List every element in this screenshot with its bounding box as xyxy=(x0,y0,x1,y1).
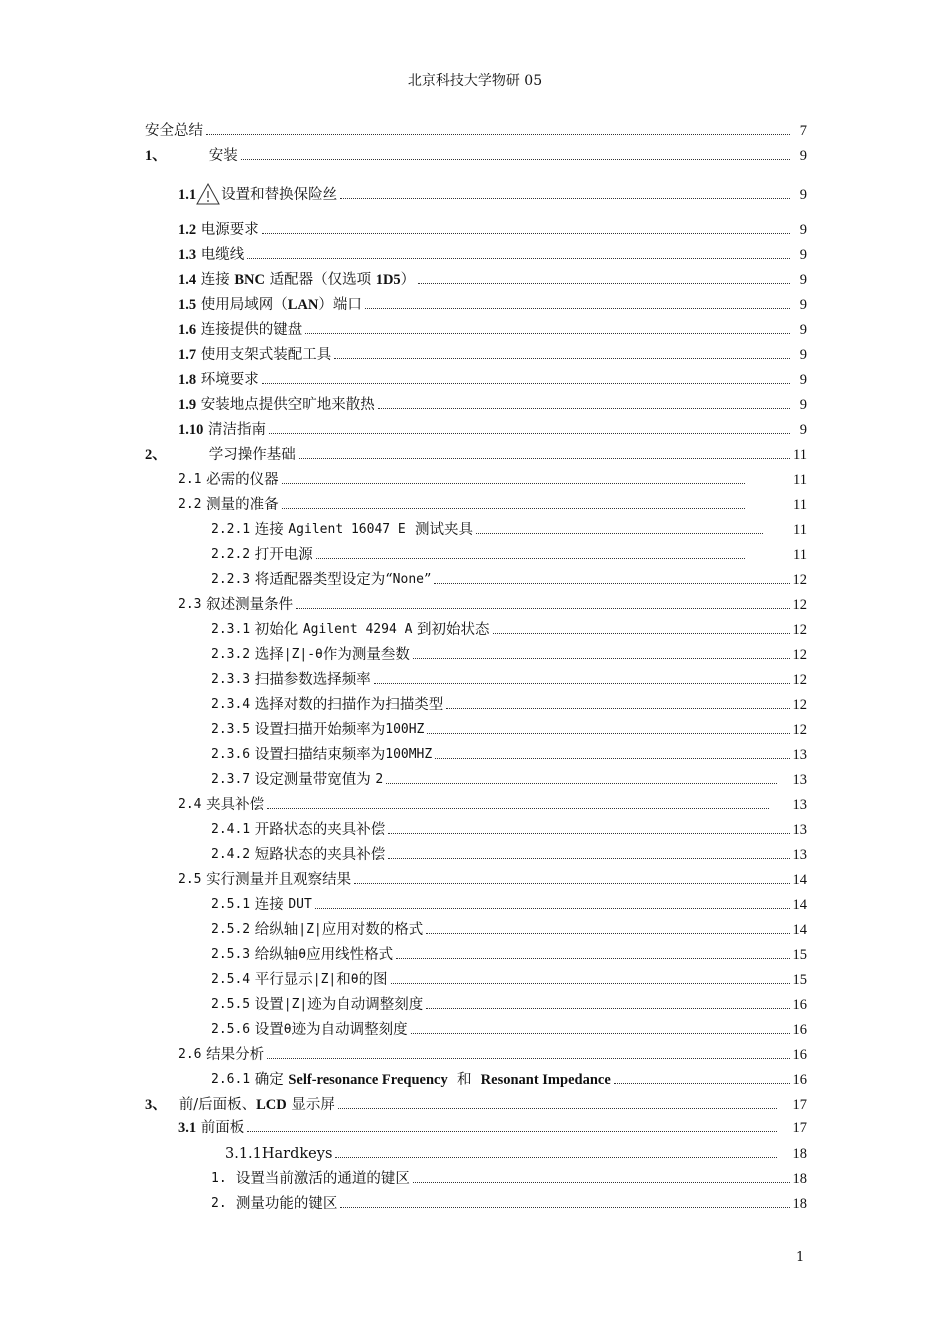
toc-entry-number: 2、 xyxy=(145,447,167,463)
toc-entry-title: 前/后面板、 xyxy=(178,1097,257,1113)
toc-entry-page: 9 xyxy=(799,322,807,338)
toc-entry-title: 将适配器类型设定为“ xyxy=(254,572,393,588)
toc-entry-title: 迹为自动调整刻度 xyxy=(291,1022,408,1038)
toc-entry-page: 9 xyxy=(799,422,807,438)
toc-entry-number: 2.4.2 xyxy=(211,847,251,862)
toc-entry-number: 2.2.2 xyxy=(211,547,251,562)
toc-entry[interactable] xyxy=(211,1164,807,1188)
toc-entry[interactable] xyxy=(211,965,807,989)
toc-entry-number: 1.6 xyxy=(178,322,197,338)
toc-entry-number: 1.3 xyxy=(178,247,197,263)
toc-entry-page: 12 xyxy=(792,572,807,588)
toc-entry-page: 7 xyxy=(799,123,807,139)
toc-entry-title: 扫描参数选择频率 xyxy=(254,672,371,688)
dot-leader xyxy=(247,258,790,259)
toc-entry-number: 2.3.2 xyxy=(211,647,251,662)
toc-entry-number: 1.9 xyxy=(178,397,197,413)
dot-leader xyxy=(413,658,790,659)
dot-leader xyxy=(391,983,790,984)
toc-entry-page: 11 xyxy=(793,472,807,488)
toc-entry-title: 必需的仪器 xyxy=(206,472,279,488)
toc-entry-title: 选择对数的扫描作为扫描类型 xyxy=(254,697,444,713)
toc-entry-title: 和 xyxy=(456,1072,472,1088)
toc-entry-page: 15 xyxy=(792,947,807,963)
toc-entry-number: 2.5 xyxy=(178,872,202,887)
toc-entry-page: 9 xyxy=(799,397,807,413)
toc-entry-page: 18 xyxy=(792,1196,807,1212)
toc-entry[interactable] xyxy=(211,740,807,764)
toc-entry-title: 实行测量并且观察结果 xyxy=(206,872,352,888)
toc-entry-number: 2.5.4 xyxy=(211,972,251,987)
toc-entry[interactable] xyxy=(178,290,807,314)
toc-entry-number: 2.6 xyxy=(178,1047,202,1062)
dot-leader xyxy=(388,858,789,859)
toc-entry-title: 电源要求 xyxy=(200,222,259,238)
toc-entry-page: 9 xyxy=(799,222,807,238)
toc-entry[interactable] xyxy=(145,141,807,165)
toc-entry-title-bold: LAN xyxy=(287,297,319,313)
dot-leader xyxy=(299,458,790,459)
toc-entry[interactable] xyxy=(178,790,807,814)
toc-entry-title: 设置和替换保险丝 xyxy=(221,187,338,203)
toc-entry[interactable] xyxy=(178,1113,807,1137)
dot-leader xyxy=(335,1157,776,1158)
toc-entry-title-mono: |Z| xyxy=(298,922,322,937)
toc-entry[interactable] xyxy=(178,315,807,339)
toc-entry-title: 选择 xyxy=(254,647,284,663)
toc-entry-title: 测量的准备 xyxy=(206,497,279,513)
toc-entry-number: 1.7 xyxy=(178,347,197,363)
dot-leader xyxy=(247,1131,776,1132)
toc-entry-page: 13 xyxy=(792,822,807,838)
toc-entry-title: ） xyxy=(400,272,416,288)
toc-entry[interactable] xyxy=(178,180,807,204)
toc-entry[interactable] xyxy=(145,1090,807,1114)
toc-entry-title: 的图 xyxy=(358,972,388,988)
toc-entry-page: 13 xyxy=(792,847,807,863)
toc-entry-number: 1.2 xyxy=(178,222,197,238)
toc-entry[interactable] xyxy=(178,490,807,514)
toc-entry[interactable] xyxy=(211,940,807,964)
toc-entry-title-bold: 1D5 xyxy=(375,272,401,288)
dot-leader xyxy=(614,1083,790,1084)
toc-entry-title: 使用支架式装配工具 xyxy=(200,347,332,363)
toc-entry-page: 12 xyxy=(792,672,807,688)
toc-entry-title: 初始化 xyxy=(254,622,299,638)
toc-entry-number: 2.3.6 xyxy=(211,747,251,762)
toc-entry[interactable] xyxy=(178,390,807,414)
toc-entry-page: 12 xyxy=(792,697,807,713)
toc-entry-title: 确定 xyxy=(254,1072,284,1088)
toc-entry-page: 17 xyxy=(792,1097,807,1113)
toc-entry-page: 17 xyxy=(792,1120,807,1136)
toc-entry-title: 显示屏 xyxy=(291,1097,335,1113)
toc-entry-number: 2. xyxy=(211,1196,227,1211)
dot-leader xyxy=(365,308,790,309)
toc-entry-title-mono: 100HZ xyxy=(385,722,425,737)
dot-leader xyxy=(241,159,790,160)
dot-leader xyxy=(267,808,768,809)
dot-leader xyxy=(386,783,776,784)
toc-entry[interactable] xyxy=(178,590,807,614)
toc-entry-number: 3、 xyxy=(145,1097,167,1113)
dot-leader xyxy=(269,433,790,434)
toc-entry[interactable] xyxy=(211,640,807,664)
dot-leader xyxy=(413,1182,790,1183)
toc-entry-title: 使用局域网（ xyxy=(200,297,288,313)
toc-entry-title: 连接 xyxy=(254,897,284,913)
toc-entry-title: 作为测量叁数 xyxy=(322,647,410,663)
toc-entry-title: 适配器（仅选项 xyxy=(269,272,372,288)
toc-entry[interactable] xyxy=(211,890,807,914)
toc-entry-title-mono: |Z| xyxy=(312,972,337,987)
toc-entry[interactable] xyxy=(178,865,807,889)
toc-entry[interactable] xyxy=(178,365,807,389)
toc-entry[interactable] xyxy=(178,240,807,264)
toc-entry-number: 2.5.6 xyxy=(211,1022,251,1037)
toc-entry-title-mono: None xyxy=(392,572,424,587)
toc-entry[interactable] xyxy=(211,915,807,939)
dot-leader xyxy=(334,358,790,359)
toc-entry-title: 设定测量带宽值为 xyxy=(254,772,371,788)
dot-leader xyxy=(315,908,790,909)
toc-entry-title: 安全总结 xyxy=(145,123,203,139)
toc-entry-page: 14 xyxy=(792,922,807,938)
toc-entry-page: 13 xyxy=(792,747,807,763)
toc-entry-title: 设置 xyxy=(254,1022,284,1038)
toc-entry-page: 14 xyxy=(792,872,807,888)
toc-entry-title: 给纵轴 xyxy=(254,922,299,938)
toc-entry[interactable] xyxy=(211,1065,807,1089)
dot-leader xyxy=(378,408,790,409)
dot-leader xyxy=(411,1033,790,1034)
toc-entry-number: 2.5.2 xyxy=(211,922,251,937)
toc-entry-number: 1. xyxy=(211,1171,227,1186)
toc-entry-page: 9 xyxy=(799,372,807,388)
dot-leader xyxy=(427,733,789,734)
toc-entry-page: 12 xyxy=(792,647,807,663)
toc-entry-title: 到初始状态 xyxy=(417,622,490,638)
toc-entry-title: 设置扫描结束频率为 xyxy=(254,747,386,763)
toc-entry-page: 14 xyxy=(792,897,807,913)
toc-entry[interactable] xyxy=(178,465,807,489)
toc-entry[interactable] xyxy=(211,540,807,564)
toc-entry-number: 1.5 xyxy=(178,297,197,313)
dot-leader xyxy=(267,1058,789,1059)
toc-entry[interactable] xyxy=(211,815,807,839)
toc-entry-page: 13 xyxy=(792,797,807,813)
dot-leader xyxy=(316,558,745,559)
toc-entry[interactable] xyxy=(145,440,807,464)
toc-entry[interactable] xyxy=(178,1040,807,1064)
toc-entry-number: 2.3.3 xyxy=(211,672,251,687)
toc-entry-title: 前面板 xyxy=(200,1120,245,1136)
warning-triangle-icon xyxy=(196,182,220,206)
toc-entry-title: 连接 xyxy=(200,272,230,288)
toc-entry[interactable] xyxy=(178,415,807,439)
toc-entry-page: 9 xyxy=(799,272,807,288)
toc-entry[interactable] xyxy=(211,715,807,739)
toc-entry-number: 2.2.1 xyxy=(211,522,251,537)
toc-entry-page: 9 xyxy=(799,187,807,203)
toc-entry[interactable] xyxy=(211,840,807,864)
toc-entry-number: 2.4.1 xyxy=(211,822,251,837)
toc-entry[interactable] xyxy=(211,615,807,639)
toc-entry-title: 给纵轴 xyxy=(254,947,299,963)
toc-entry-number: 2.5.5 xyxy=(211,997,251,1012)
toc-entry-page: 12 xyxy=(792,622,807,638)
toc-entry[interactable] xyxy=(211,690,807,714)
toc-entry[interactable] xyxy=(178,265,807,289)
toc-entry-page: 9 xyxy=(799,297,807,313)
dot-leader xyxy=(434,583,789,584)
dot-leader xyxy=(262,383,790,384)
toc-entry-title-bold: Resonant Impedance xyxy=(480,1072,611,1088)
toc-entry-title: 环境要求 xyxy=(200,372,259,388)
toc-entry-title: 测量功能的键区 xyxy=(235,1196,338,1212)
toc-entry-title-mono: Agilent 16047 E xyxy=(288,522,406,537)
toc-entry-title-mono: 100MHZ xyxy=(385,747,433,762)
toc-entry-title-mono: Agilent 4294 A xyxy=(302,622,413,637)
toc-entry-page: 9 xyxy=(799,347,807,363)
dot-leader xyxy=(435,758,789,759)
toc-entry-title: 和 xyxy=(336,972,351,988)
toc-entry-page: 18 xyxy=(792,1146,807,1162)
toc-entry-title: 设置 xyxy=(254,997,284,1013)
toc-entry-number: 2.5.3 xyxy=(211,947,251,962)
toc-entry-title: ）端口 xyxy=(318,297,362,313)
toc-entry[interactable] xyxy=(211,515,807,539)
toc-entry[interactable] xyxy=(211,990,807,1014)
toc-entry-page: 11 xyxy=(793,497,807,513)
dot-leader xyxy=(493,633,790,634)
toc-entry[interactable] xyxy=(211,765,807,789)
toc-entry-title: ” xyxy=(423,572,432,588)
dot-leader xyxy=(296,608,789,609)
dot-leader xyxy=(340,1207,789,1208)
toc-entry-page: 16 xyxy=(792,997,807,1013)
dot-leader xyxy=(262,233,790,234)
toc-entry-title-bold: LCD xyxy=(256,1097,287,1113)
dot-leader xyxy=(426,933,789,934)
toc-entry-number: 1、 xyxy=(145,148,167,164)
toc-entry-title-mono: DUT xyxy=(288,897,312,912)
toc-entry-title: 夹具补偿 xyxy=(206,797,265,813)
toc-entry-title-bold: Self-resonance Frequency xyxy=(288,1072,448,1088)
toc-entry-title-mono: θ xyxy=(350,972,359,987)
toc-entry-title: 设置当前激活的通道的键区 xyxy=(235,1171,410,1187)
toc-entry-page: 11 xyxy=(793,522,807,538)
toc-entry-title-mono: |Z| xyxy=(283,997,308,1012)
toc-entry-page: 16 xyxy=(792,1047,807,1063)
toc-entry-page: 12 xyxy=(792,722,807,738)
toc-entry-number: 1.10 xyxy=(178,422,204,438)
toc-entry[interactable] xyxy=(211,1189,807,1213)
toc-entry-page: 16 xyxy=(792,1022,807,1038)
dot-leader xyxy=(338,1108,777,1109)
toc-entry-title: 结果分析 xyxy=(206,1047,265,1063)
toc-entry-title: 平行显示 xyxy=(254,972,313,988)
toc-entry-number: 2.3.4 xyxy=(211,697,251,712)
dot-leader xyxy=(282,508,745,509)
dot-leader xyxy=(282,483,745,484)
toc-entry-title: 叙述测量条件 xyxy=(206,597,294,613)
toc-entry-title: 电缆线 xyxy=(200,247,245,263)
toc-entry-title-mono: 2 xyxy=(375,772,384,787)
toc-entry-number: 2.5.1 xyxy=(211,897,251,912)
toc-entry-title: 应用对数的格式 xyxy=(321,922,424,938)
toc-entry-page: 9 xyxy=(799,148,807,164)
toc-entry-number: 2.3.7 xyxy=(211,772,251,787)
toc-entry-page: 9 xyxy=(799,247,807,263)
dot-leader xyxy=(418,283,790,284)
toc-entry-page: 11 xyxy=(793,547,807,563)
dot-leader xyxy=(476,533,763,534)
page-number: 1 xyxy=(796,1250,805,1265)
toc-entry-number: 2.3.1 xyxy=(211,622,251,637)
toc-entry-title: 应用线性格式 xyxy=(306,947,394,963)
page-header: 北京科技大学物研 05 xyxy=(407,73,543,89)
dot-leader xyxy=(305,333,790,334)
toc-entry-title: 开路状态的夹具补偿 xyxy=(254,822,386,838)
toc-entry-number: 2.4 xyxy=(178,797,202,812)
toc-entry-title: 3.1.1Hardkeys xyxy=(225,1146,333,1162)
toc-entry-title: 安装地点提供空旷地来散热 xyxy=(200,397,375,413)
dot-leader xyxy=(374,683,790,684)
toc-entry-number: 2.3 xyxy=(178,597,202,612)
dot-leader xyxy=(446,708,789,709)
toc-entry[interactable] xyxy=(211,565,807,589)
dot-leader xyxy=(396,958,789,959)
toc-entry-title-mono: θ xyxy=(283,1022,292,1037)
toc-entry[interactable] xyxy=(211,1015,807,1039)
toc-entry-number: 2.1 xyxy=(178,472,202,487)
toc-entry-number: 1.8 xyxy=(178,372,197,388)
toc-entry-page: 12 xyxy=(792,597,807,613)
dot-leader xyxy=(340,198,790,199)
toc-entry-title: 连接提供的键盘 xyxy=(200,322,303,338)
toc-entry-title: 打开电源 xyxy=(254,547,313,563)
toc-entry-number: 2.6.1 xyxy=(211,1072,251,1087)
toc-entry-number: 1.4 xyxy=(178,272,197,288)
toc-entry-page: 16 xyxy=(792,1072,807,1088)
dot-leader xyxy=(388,833,789,834)
toc-entry[interactable] xyxy=(225,1139,807,1163)
toc-entry-title: 测试夹具 xyxy=(414,522,473,538)
toc-entry-page: 15 xyxy=(792,972,807,988)
toc-entry-title: 短路状态的夹具补偿 xyxy=(254,847,386,863)
toc-entry-title: 设置扫描开始频率为 xyxy=(254,722,386,738)
toc-entry-title-mono: |Z|-θ xyxy=(283,647,323,662)
toc-entry[interactable] xyxy=(178,340,807,364)
toc-entry-number: 3.1 xyxy=(178,1120,197,1136)
dot-leader xyxy=(354,883,789,884)
toc-entry-page: 11 xyxy=(793,447,807,463)
toc-entry-title: 迹为自动调整刻度 xyxy=(307,997,424,1013)
toc-entry[interactable] xyxy=(211,665,807,689)
toc-entry-title: 安装 xyxy=(208,148,238,164)
toc-entry-title: 连接 xyxy=(254,522,284,538)
toc-entry-title-mono: θ xyxy=(298,947,307,962)
toc-entry-title-bold: BNC xyxy=(234,272,265,288)
dot-leader xyxy=(206,134,790,135)
toc-entry-title: 学习操作基础 xyxy=(208,447,296,463)
toc-entry-number: 2.2.3 xyxy=(211,572,251,587)
toc-entry-number: 2.3.5 xyxy=(211,722,251,737)
toc-entry-page: 18 xyxy=(792,1171,807,1187)
toc-entry[interactable] xyxy=(145,116,807,140)
toc-entry[interactable] xyxy=(178,215,807,239)
toc-entry-title: 清洁指南 xyxy=(207,422,266,438)
toc-entry-number: 2.2 xyxy=(178,497,202,512)
toc-entry-page: 13 xyxy=(792,772,807,788)
toc-entry-number: 1.1 xyxy=(178,187,197,203)
dot-leader xyxy=(426,1008,789,1009)
